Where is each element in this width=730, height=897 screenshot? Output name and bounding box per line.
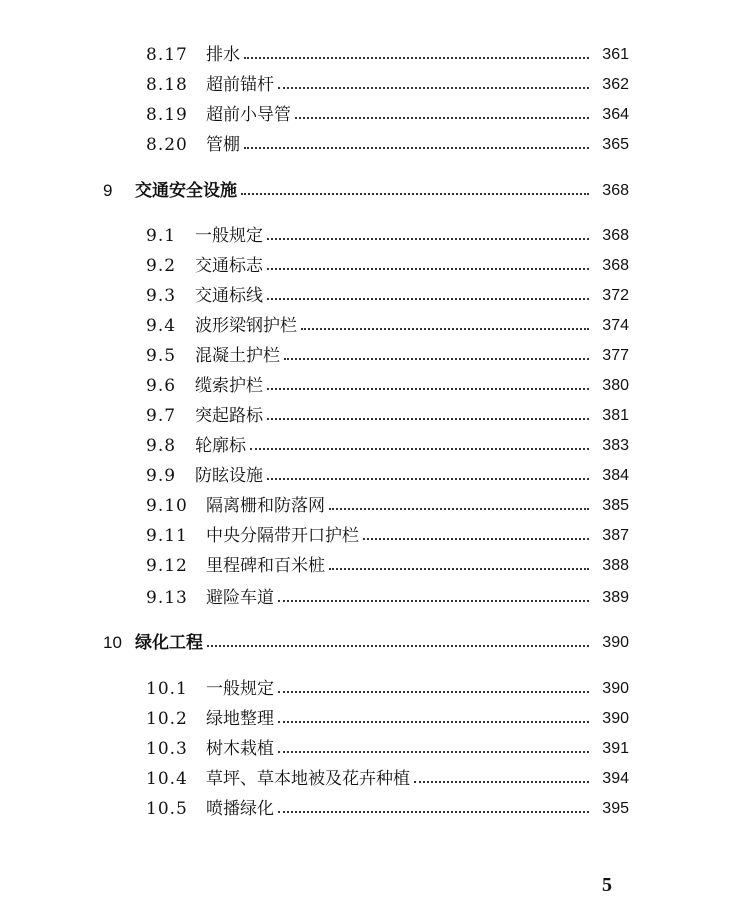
toc-entry[interactable]: [0, 72, 730, 98]
entry-page: 387: [602, 527, 629, 544]
toc-entry[interactable]: [0, 42, 730, 68]
dot-leader: [267, 388, 589, 390]
dot-leader: [267, 298, 589, 300]
entry-page: 372: [602, 287, 629, 304]
entry-title: 轮廓标: [195, 436, 246, 456]
entry-number: 9.5: [146, 346, 177, 366]
entry-page: 391: [602, 740, 629, 757]
entry-page: 368: [602, 257, 629, 274]
dot-leader: [267, 238, 589, 240]
dot-leader: [267, 268, 589, 270]
entry-number: 9.2: [146, 256, 177, 276]
toc-chapter-entry[interactable]: [0, 178, 730, 204]
toc-entry[interactable]: [0, 553, 730, 579]
entry-page: 365: [602, 136, 629, 153]
toc-entry[interactable]: [0, 403, 730, 429]
dot-leader: [278, 87, 589, 89]
entry-number: 8.20: [146, 135, 188, 155]
dot-leader: [295, 117, 589, 119]
entry-number: 9.7: [146, 406, 177, 426]
toc-entry[interactable]: [0, 253, 730, 279]
toc-entry[interactable]: [0, 283, 730, 309]
entry-page: 383: [602, 437, 629, 454]
dot-leader: [244, 147, 589, 149]
page-number: 5: [602, 874, 612, 896]
toc-entry[interactable]: [0, 706, 730, 732]
dot-leader: [329, 568, 589, 570]
entry-number: 8.18: [146, 75, 188, 95]
entry-page: 395: [602, 800, 629, 817]
entry-title: 一般规定: [206, 679, 274, 699]
dot-leader: [250, 448, 589, 450]
entry-title: 喷播绿化: [206, 799, 274, 819]
entry-page: 390: [602, 710, 629, 727]
entry-title: 里程碑和百米桩: [206, 556, 325, 576]
entry-page: 374: [602, 317, 629, 334]
toc-entry[interactable]: [0, 343, 730, 369]
toc-chapter-entry[interactable]: [0, 630, 730, 656]
dot-leader: [329, 508, 589, 510]
entry-number: 10.2: [146, 709, 188, 729]
toc-entry[interactable]: [0, 766, 730, 792]
dot-leader: [267, 478, 589, 480]
entry-page: 384: [602, 467, 629, 484]
toc-entry[interactable]: [0, 585, 730, 611]
entry-number: 8.17: [146, 45, 188, 65]
toc-entry[interactable]: [0, 493, 730, 519]
entry-number: 9.6: [146, 376, 177, 396]
entry-number: 10.4: [146, 769, 188, 789]
entry-page: 381: [602, 407, 629, 424]
dot-leader: [241, 193, 589, 195]
entry-number: 9.10: [146, 496, 188, 516]
toc-entry[interactable]: [0, 223, 730, 249]
dot-leader: [284, 358, 589, 360]
entry-page: 385: [602, 497, 629, 514]
dot-leader: [278, 751, 589, 753]
dot-leader: [267, 418, 589, 420]
entry-page: 380: [602, 377, 629, 394]
entry-title: 突起路标: [195, 406, 263, 426]
entry-page: 388: [602, 557, 629, 574]
toc-entry[interactable]: [0, 676, 730, 702]
entry-title: 交通标志: [195, 256, 263, 276]
dot-leader: [278, 811, 589, 813]
entry-title: 波形梁钢护栏: [195, 316, 297, 336]
chapter-title: 交通安全设施: [135, 181, 237, 201]
entry-title: 混凝土护栏: [195, 346, 280, 366]
entry-number: 9.12: [146, 556, 188, 576]
entry-title: 树木栽植: [206, 739, 274, 759]
entry-number: 9.8: [146, 436, 177, 456]
toc-entry[interactable]: [0, 523, 730, 549]
entry-title: 超前锚杆: [206, 75, 274, 95]
entry-page: 368: [602, 227, 629, 244]
entry-number: 9.4: [146, 316, 177, 336]
toc-entry[interactable]: [0, 313, 730, 339]
entry-title: 超前小导管: [206, 105, 291, 125]
entry-page: 394: [602, 770, 629, 787]
chapter-number: 9: [103, 181, 113, 200]
entry-title: 中央分隔带开口护栏: [206, 526, 359, 546]
entry-number: 10.1: [146, 679, 188, 699]
entry-number: 9.13: [146, 588, 188, 608]
entry-page: 362: [602, 76, 629, 93]
entry-page: 390: [602, 680, 629, 697]
entry-number: 9.1: [146, 226, 177, 246]
entry-title: 防眩设施: [195, 466, 263, 486]
entry-title: 缆索护栏: [195, 376, 263, 396]
entry-number: 9.9: [146, 466, 177, 486]
dot-leader: [207, 645, 589, 647]
dot-leader: [363, 538, 589, 540]
chapter-number: 10: [103, 633, 122, 652]
entry-number: 8.19: [146, 105, 188, 125]
toc-entry[interactable]: [0, 132, 730, 158]
dot-leader: [278, 600, 589, 602]
entry-title: 管棚: [206, 135, 240, 155]
toc-entry[interactable]: [0, 463, 730, 489]
entry-title: 排水: [206, 45, 240, 65]
entry-page: 389: [602, 589, 629, 606]
entry-title: 草坪、草本地被及花卉种植: [206, 769, 410, 789]
entry-title: 避险车道: [206, 588, 274, 608]
entry-page: 364: [602, 106, 629, 123]
entry-title: 交通标线: [195, 286, 263, 306]
entry-number: 9.11: [146, 526, 188, 546]
entry-title: 一般规定: [195, 226, 263, 246]
entry-number: 10.5: [146, 799, 188, 819]
dot-leader: [301, 328, 589, 330]
toc-entry[interactable]: [0, 102, 730, 128]
entry-page: 390: [602, 634, 629, 651]
entry-number: 9.3: [146, 286, 177, 306]
entry-title: 绿地整理: [206, 709, 274, 729]
chapter-title: 绿化工程: [135, 633, 203, 653]
toc-entry[interactable]: [0, 796, 730, 822]
dot-leader: [278, 721, 589, 723]
dot-leader: [278, 691, 589, 693]
entry-page: 368: [602, 182, 629, 199]
entry-number: 10.3: [146, 739, 188, 759]
toc-entry[interactable]: [0, 373, 730, 399]
toc-entry[interactable]: [0, 433, 730, 459]
entry-page: 361: [602, 46, 629, 63]
dot-leader: [414, 781, 589, 783]
entry-title: 隔离栅和防落网: [206, 496, 325, 516]
entry-page: 377: [602, 347, 629, 364]
dot-leader: [244, 57, 589, 59]
toc-entry[interactable]: [0, 736, 730, 762]
